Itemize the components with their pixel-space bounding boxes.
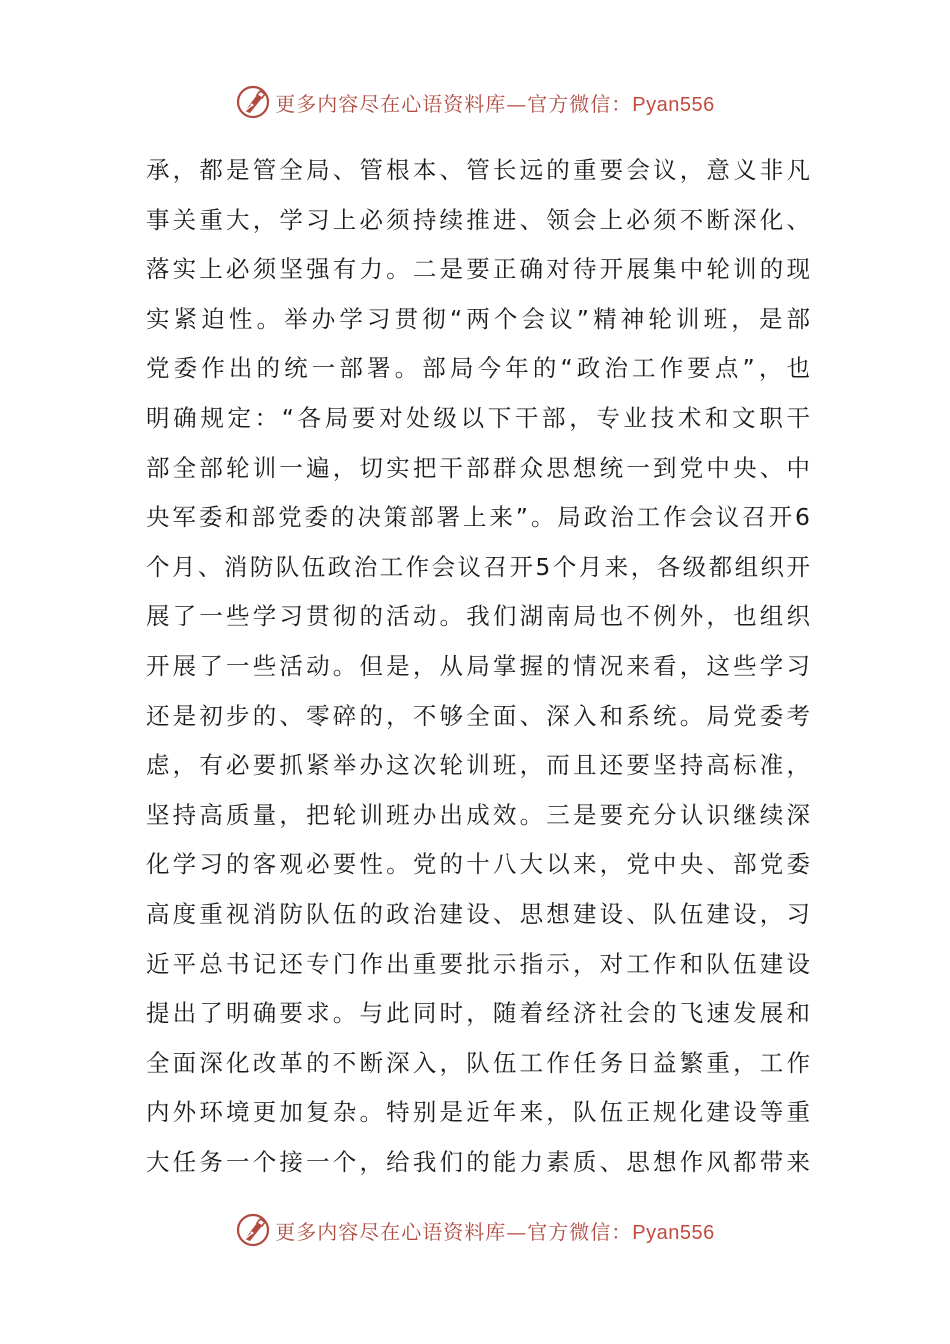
body-line: 央军委和部党委的决策部署上来”。局政治工作会议召开6 [146,503,810,532]
body-line: 高度重视消防队伍的政治建设、思想建设、队伍建设，习 [146,899,810,928]
body-line: 党委作出的统一部署。部局今年的“政治工作要点”，也 [146,354,810,383]
footer-banner [0,1210,950,1250]
body-line: 开展了一些活动。但是，从局掌握的情况来看，这些学习 [146,651,810,680]
body-line: 展了一些学习贯彻的活动。我们湖南局也不例外，也组织 [146,602,810,631]
body-line: 化学习的客观必要性。党的十八大以来，党中央、部党委 [146,850,810,879]
header-banner [0,82,950,122]
body-line: 全面深化改革的不断深入，队伍工作任务日益繁重，工作 [146,1048,810,1077]
body-line: 事关重大，学习上必须持续推进、领会上必须不断深化、 [146,205,810,234]
body-line: 个月、消防队伍政治工作会议召开5个月来，各级都组织开 [146,552,810,581]
body-line: 大任务一个接一个，给我们的能力素质、思想作风都带来 [146,1147,810,1176]
header-banner-label: 更多内容尽在心语资料库—官方微信： [275,91,633,116]
body-line: 实紧迫性。举办学习贯彻“两个会议”精神轮训班，是部 [146,304,810,333]
body-line: 坚持高质量，把轮训班办出成效。三是要充分认识继续深 [146,800,810,829]
pen-nib-logo-icon [235,84,271,120]
body-line: 还是初步的、零碎的，不够全面、深入和系统。局党委考 [146,701,810,730]
header-banner-text [275,88,714,117]
footer-wechat-handle: Pyan556 [632,1221,715,1244]
body-line: 虑，有必要抓紧举办这次轮训班，而且还要坚持高标准， [146,751,810,780]
body-line: 承，都是管全局、管根本、管长远的重要会议，意义非凡 [146,156,810,184]
footer-banner-label: 更多内容尽在心语资料库—官方微信： [275,1219,633,1244]
footer-banner-text [275,1216,714,1245]
body-text [146,146,810,1187]
body-line: 部全部轮训一遍，切实把干部群众思想统一到党中央、中 [146,453,810,482]
body-line: 落实上必须坚强有力。二是要正确对待开展集中轮训的现 [146,255,810,284]
header-wechat-handle: Pyan556 [632,93,715,116]
body-line: 近平总书记还专门作出重要批示指示，对工作和队伍建设 [146,949,810,978]
body-line: 内外环境更加复杂。特别是近年来，队伍正规化建设等重 [146,1098,810,1127]
body-line: 明确规定：“各局要对处级以下干部，专业技术和文职干 [146,403,810,432]
body-line: 提出了明确要求。与此同时，随着经济社会的飞速发展和 [146,999,810,1028]
pen-nib-logo-icon [235,1212,271,1248]
